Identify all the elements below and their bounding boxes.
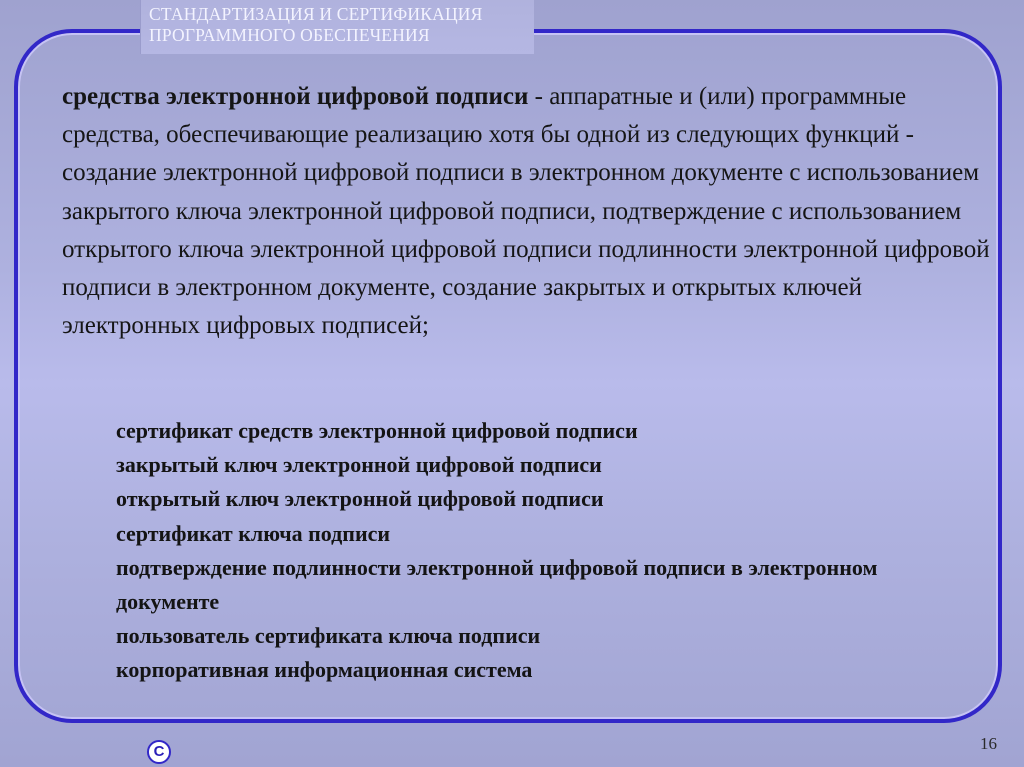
slide-header [140,0,534,54]
header-title-line-1: СТАНДАРТИЗАЦИЯ И СЕРТИФИКАЦИЯ [149,4,483,24]
list-item: открытый ключ электронной цифровой подписи [116,486,604,512]
list-item: подтверждение подлинности электронной цифровой подписи в электронном документе [116,554,878,615]
definition-text: - аппаратные и (или) программные средства, обеспечивающие реализацию хотя бы одной из следующих функций - создание электронной цифровой подписи в электронном документе с использованием закрытого ключа электронной цифровой подписи, подтверждение с использованием открытого ключа электронной цифровой подписи подлинности электронной цифровой подписи в электронном документе, создание закрытых и открытых ключей электронных цифровых подписей; [62,83,990,340]
copyright-icon: C [147,740,171,764]
list-item: закрытый ключ электронной цифровой подписи [116,452,602,478]
definition-term: средства электронной цифровой подписи [62,83,529,110]
definition-paragraph [62,78,992,345]
list-item: сертификат ключа подписи [116,520,391,546]
terms-list [116,414,976,688]
list-item: пользователь сертификата ключа подписи [116,623,541,649]
list-item: корпоративная информационная система [116,657,533,683]
list-item: сертификат средств электронной цифровой подписи [116,418,638,443]
page-number: 16 [980,734,997,753]
header-title-line-2: ПРОГРАММНОГО ОБЕСПЕЧЕНИЯ [149,25,430,45]
